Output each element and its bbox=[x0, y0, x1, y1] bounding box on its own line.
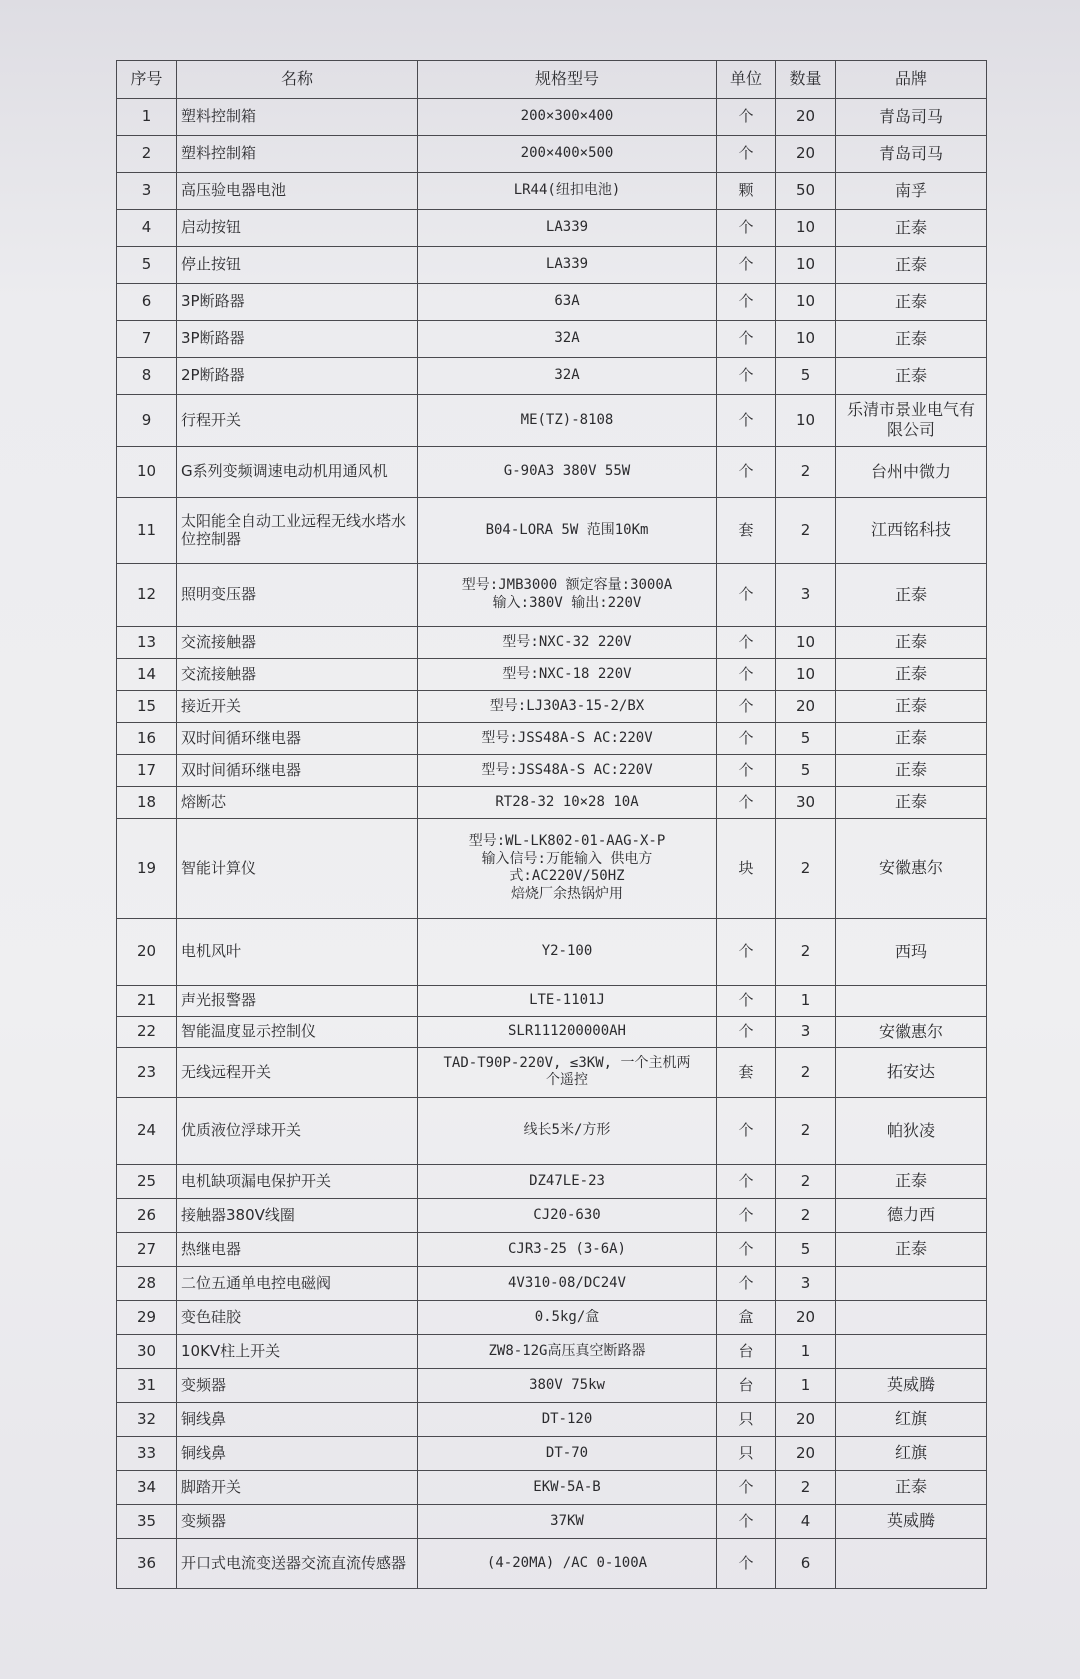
row-no: 6 bbox=[117, 283, 177, 320]
row-unit: 个 bbox=[717, 754, 776, 786]
row-no: 34 bbox=[117, 1470, 177, 1504]
table-row bbox=[117, 446, 987, 497]
row-qty: 10 bbox=[776, 283, 836, 320]
row-spec: DZ47LE-23 bbox=[418, 1164, 717, 1198]
row-no: 12 bbox=[117, 563, 177, 626]
row-qty: 2 bbox=[776, 1047, 836, 1097]
row-qty: 2 bbox=[776, 497, 836, 563]
row-spec: 线长5米/方形 bbox=[418, 1097, 717, 1164]
table-row bbox=[117, 1470, 987, 1504]
row-no: 1 bbox=[117, 98, 177, 135]
table-row bbox=[117, 135, 987, 172]
row-unit: 个 bbox=[717, 135, 776, 172]
row-spec: DT-70 bbox=[418, 1436, 717, 1470]
table-row bbox=[117, 1266, 987, 1300]
row-name: 智能计算仪 bbox=[177, 818, 418, 918]
row-no: 28 bbox=[117, 1266, 177, 1300]
row-name: 塑料控制箱 bbox=[177, 98, 418, 135]
row-name: 二位五通单电控电磁阀 bbox=[177, 1266, 418, 1300]
row-name: 智能温度显示控制仪 bbox=[177, 1016, 418, 1047]
row-name: 变色硅胶 bbox=[177, 1300, 418, 1334]
row-name: 高压验电器电池 bbox=[177, 172, 418, 209]
row-brand bbox=[836, 985, 987, 1016]
row-name: 热继电器 bbox=[177, 1232, 418, 1266]
row-brand: 正泰 bbox=[836, 754, 987, 786]
row-no: 27 bbox=[117, 1232, 177, 1266]
row-unit: 个 bbox=[717, 626, 776, 658]
table-row bbox=[117, 172, 987, 209]
row-unit: 个 bbox=[717, 918, 776, 985]
row-no: 25 bbox=[117, 1164, 177, 1198]
table-row bbox=[117, 918, 987, 985]
row-spec: DT-120 bbox=[418, 1402, 717, 1436]
row-spec: G-90A3 380V 55W bbox=[418, 446, 717, 497]
row-unit: 个 bbox=[717, 1470, 776, 1504]
row-name: 铜线鼻 bbox=[177, 1436, 418, 1470]
row-qty: 3 bbox=[776, 1266, 836, 1300]
row-name: 交流接触器 bbox=[177, 658, 418, 690]
table-row bbox=[117, 658, 987, 690]
header-name: 名称 bbox=[177, 61, 418, 99]
row-spec: (4-20MA) /AC 0-100A bbox=[418, 1538, 717, 1588]
table-row bbox=[117, 1300, 987, 1334]
row-brand: 红旗 bbox=[836, 1436, 987, 1470]
row-brand: 台州中微力 bbox=[836, 446, 987, 497]
row-spec: 63A bbox=[418, 283, 717, 320]
row-brand bbox=[836, 1266, 987, 1300]
row-qty: 10 bbox=[776, 246, 836, 283]
row-spec: ME(TZ)-8108 bbox=[418, 394, 717, 446]
row-qty: 10 bbox=[776, 658, 836, 690]
row-no: 31 bbox=[117, 1368, 177, 1402]
row-brand: 拓安达 bbox=[836, 1047, 987, 1097]
row-spec: 4V310-08/DC24V bbox=[418, 1266, 717, 1300]
row-qty: 10 bbox=[776, 626, 836, 658]
row-name: 脚踏开关 bbox=[177, 1470, 418, 1504]
row-unit: 个 bbox=[717, 98, 776, 135]
table-row bbox=[117, 818, 987, 918]
row-brand: 正泰 bbox=[836, 722, 987, 754]
row-spec: LA339 bbox=[418, 209, 717, 246]
row-name: 启动按钮 bbox=[177, 209, 418, 246]
row-no: 26 bbox=[117, 1198, 177, 1232]
row-spec: SLR111200000AH bbox=[418, 1016, 717, 1047]
row-brand: 安徽惠尔 bbox=[836, 818, 987, 918]
header-qty: 数量 bbox=[776, 61, 836, 99]
row-qty: 20 bbox=[776, 1436, 836, 1470]
table-header-row bbox=[117, 61, 987, 99]
row-brand: 正泰 bbox=[836, 1470, 987, 1504]
row-qty: 2 bbox=[776, 1470, 836, 1504]
row-qty: 2 bbox=[776, 446, 836, 497]
row-no: 5 bbox=[117, 246, 177, 283]
table-row bbox=[117, 754, 987, 786]
row-brand: 正泰 bbox=[836, 626, 987, 658]
row-unit: 个 bbox=[717, 394, 776, 446]
row-spec: 型号:JMB3000 额定容量:3000A 输入:380V 输出:220V bbox=[418, 563, 717, 626]
row-brand: 青岛司马 bbox=[836, 98, 987, 135]
table-row bbox=[117, 1164, 987, 1198]
row-spec: 200×400×500 bbox=[418, 135, 717, 172]
row-no: 13 bbox=[117, 626, 177, 658]
row-unit: 个 bbox=[717, 283, 776, 320]
row-qty: 10 bbox=[776, 394, 836, 446]
row-unit: 个 bbox=[717, 1164, 776, 1198]
table-row bbox=[117, 626, 987, 658]
row-brand: 正泰 bbox=[836, 1164, 987, 1198]
row-name: 铜线鼻 bbox=[177, 1402, 418, 1436]
row-brand: 乐清市景业电气有限公司 bbox=[836, 394, 987, 446]
row-no: 16 bbox=[117, 722, 177, 754]
row-no: 21 bbox=[117, 985, 177, 1016]
row-qty: 3 bbox=[776, 1016, 836, 1047]
row-unit: 套 bbox=[717, 497, 776, 563]
row-spec: 型号:WL-LK802-01-AAG-X-P 输入信号:万能输入 供电方 式:AC220V/50HZ 焙烧厂余热锅炉用 bbox=[418, 818, 717, 918]
row-qty: 30 bbox=[776, 786, 836, 818]
row-name: 3P断路器 bbox=[177, 283, 418, 320]
row-unit: 个 bbox=[717, 1016, 776, 1047]
row-qty: 5 bbox=[776, 357, 836, 394]
row-no: 3 bbox=[117, 172, 177, 209]
table-row bbox=[117, 690, 987, 722]
row-name: 无线远程开关 bbox=[177, 1047, 418, 1097]
row-qty: 3 bbox=[776, 563, 836, 626]
header-unit: 单位 bbox=[717, 61, 776, 99]
row-brand: 英威腾 bbox=[836, 1504, 987, 1538]
row-no: 11 bbox=[117, 497, 177, 563]
row-unit: 个 bbox=[717, 658, 776, 690]
table-row bbox=[117, 246, 987, 283]
table-row bbox=[117, 1198, 987, 1232]
row-unit: 个 bbox=[717, 446, 776, 497]
table-row bbox=[117, 394, 987, 446]
row-qty: 50 bbox=[776, 172, 836, 209]
row-unit: 个 bbox=[717, 563, 776, 626]
row-brand: 南孚 bbox=[836, 172, 987, 209]
row-name: 3P断路器 bbox=[177, 320, 418, 357]
row-spec: 32A bbox=[418, 320, 717, 357]
row-no: 17 bbox=[117, 754, 177, 786]
row-brand: 正泰 bbox=[836, 1232, 987, 1266]
row-qty: 5 bbox=[776, 1232, 836, 1266]
row-unit: 个 bbox=[717, 722, 776, 754]
table-row bbox=[117, 1334, 987, 1368]
row-no: 8 bbox=[117, 357, 177, 394]
row-spec: LR44(纽扣电池) bbox=[418, 172, 717, 209]
row-brand: 英威腾 bbox=[836, 1368, 987, 1402]
row-unit: 个 bbox=[717, 1504, 776, 1538]
row-brand: 正泰 bbox=[836, 357, 987, 394]
table-row bbox=[117, 985, 987, 1016]
row-unit: 个 bbox=[717, 690, 776, 722]
row-spec: ZW8-12G高压真空断路器 bbox=[418, 1334, 717, 1368]
table-row bbox=[117, 283, 987, 320]
row-spec: 200×300×400 bbox=[418, 98, 717, 135]
row-unit: 台 bbox=[717, 1368, 776, 1402]
row-name: 电机缺项漏电保护开关 bbox=[177, 1164, 418, 1198]
row-spec: 0.5kg/盒 bbox=[418, 1300, 717, 1334]
row-brand: 西玛 bbox=[836, 918, 987, 985]
row-qty: 10 bbox=[776, 209, 836, 246]
row-name: 太阳能全自动工业远程无线水塔水位控制器 bbox=[177, 497, 418, 563]
row-name: 电机风叶 bbox=[177, 918, 418, 985]
row-no: 29 bbox=[117, 1300, 177, 1334]
row-spec: 型号:JSS48A-S AC:220V bbox=[418, 722, 717, 754]
row-qty: 2 bbox=[776, 1097, 836, 1164]
row-no: 33 bbox=[117, 1436, 177, 1470]
row-no: 7 bbox=[117, 320, 177, 357]
row-spec: CJR3-25 (3-6A) bbox=[418, 1232, 717, 1266]
row-name: 接触器380V线圈 bbox=[177, 1198, 418, 1232]
row-unit: 个 bbox=[717, 1097, 776, 1164]
row-name: 双时间循环继电器 bbox=[177, 722, 418, 754]
row-qty: 1 bbox=[776, 1334, 836, 1368]
table-row bbox=[117, 209, 987, 246]
row-name: 开口式电流变送器交流直流传感器 bbox=[177, 1538, 418, 1588]
row-qty: 2 bbox=[776, 1164, 836, 1198]
row-no: 9 bbox=[117, 394, 177, 446]
header-brand: 品牌 bbox=[836, 61, 987, 99]
row-spec: 37KW bbox=[418, 1504, 717, 1538]
row-unit: 个 bbox=[717, 985, 776, 1016]
row-brand: 正泰 bbox=[836, 246, 987, 283]
row-unit: 块 bbox=[717, 818, 776, 918]
row-unit: 个 bbox=[717, 246, 776, 283]
row-no: 15 bbox=[117, 690, 177, 722]
table-row bbox=[117, 1016, 987, 1047]
row-no: 19 bbox=[117, 818, 177, 918]
row-brand: 正泰 bbox=[836, 563, 987, 626]
row-spec: RT28-32 10×28 10A bbox=[418, 786, 717, 818]
row-spec: TAD-T90P-220V, ≤3KW, 一个主机两 个遥控 bbox=[418, 1047, 717, 1097]
row-unit: 台 bbox=[717, 1334, 776, 1368]
row-unit: 个 bbox=[717, 1266, 776, 1300]
row-name: 照明变压器 bbox=[177, 563, 418, 626]
table-row bbox=[117, 1368, 987, 1402]
row-no: 20 bbox=[117, 918, 177, 985]
row-qty: 10 bbox=[776, 320, 836, 357]
row-name: 行程开关 bbox=[177, 394, 418, 446]
row-no: 23 bbox=[117, 1047, 177, 1097]
row-qty: 2 bbox=[776, 918, 836, 985]
row-unit: 颗 bbox=[717, 172, 776, 209]
row-spec: 32A bbox=[418, 357, 717, 394]
row-no: 18 bbox=[117, 786, 177, 818]
row-no: 24 bbox=[117, 1097, 177, 1164]
row-no: 14 bbox=[117, 658, 177, 690]
row-name: 声光报警器 bbox=[177, 985, 418, 1016]
table-row bbox=[117, 497, 987, 563]
row-qty: 4 bbox=[776, 1504, 836, 1538]
row-qty: 20 bbox=[776, 1300, 836, 1334]
row-unit: 个 bbox=[717, 1232, 776, 1266]
row-brand bbox=[836, 1300, 987, 1334]
row-spec: B04-LORA 5W 范围10Km bbox=[418, 497, 717, 563]
header-no: 序号 bbox=[117, 61, 177, 99]
table-row bbox=[117, 357, 987, 394]
row-spec: 型号:NXC-18 220V bbox=[418, 658, 717, 690]
row-qty: 5 bbox=[776, 754, 836, 786]
row-name: G系列变频调速电动机用通风机 bbox=[177, 446, 418, 497]
row-spec: CJ20-630 bbox=[418, 1198, 717, 1232]
table-row bbox=[117, 786, 987, 818]
row-spec: 型号:JSS48A-S AC:220V bbox=[418, 754, 717, 786]
row-unit: 个 bbox=[717, 357, 776, 394]
table-body bbox=[117, 98, 987, 1588]
row-brand bbox=[836, 1334, 987, 1368]
procurement-table bbox=[116, 60, 987, 1589]
row-qty: 20 bbox=[776, 1402, 836, 1436]
table-row bbox=[117, 1402, 987, 1436]
row-name: 双时间循环继电器 bbox=[177, 754, 418, 786]
row-unit: 盒 bbox=[717, 1300, 776, 1334]
row-spec: 型号:NXC-32 220V bbox=[418, 626, 717, 658]
row-name: 优质液位浮球开关 bbox=[177, 1097, 418, 1164]
header-spec: 规格型号 bbox=[418, 61, 717, 99]
row-qty: 2 bbox=[776, 818, 836, 918]
table-row bbox=[117, 320, 987, 357]
row-no: 4 bbox=[117, 209, 177, 246]
row-qty: 5 bbox=[776, 722, 836, 754]
row-brand: 江西铭科技 bbox=[836, 497, 987, 563]
row-name: 熔断芯 bbox=[177, 786, 418, 818]
row-name: 变频器 bbox=[177, 1504, 418, 1538]
row-unit: 个 bbox=[717, 1538, 776, 1588]
row-name: 接近开关 bbox=[177, 690, 418, 722]
row-unit: 个 bbox=[717, 209, 776, 246]
row-brand: 青岛司马 bbox=[836, 135, 987, 172]
table-row bbox=[117, 1097, 987, 1164]
row-name: 变频器 bbox=[177, 1368, 418, 1402]
table-row bbox=[117, 1436, 987, 1470]
row-no: 36 bbox=[117, 1538, 177, 1588]
row-brand: 德力西 bbox=[836, 1198, 987, 1232]
row-spec: LA339 bbox=[418, 246, 717, 283]
row-name: 2P断路器 bbox=[177, 357, 418, 394]
row-brand: 正泰 bbox=[836, 320, 987, 357]
row-spec: Y2-100 bbox=[418, 918, 717, 985]
table-row bbox=[117, 1538, 987, 1588]
row-brand: 正泰 bbox=[836, 658, 987, 690]
row-brand: 红旗 bbox=[836, 1402, 987, 1436]
row-brand: 正泰 bbox=[836, 283, 987, 320]
table-row bbox=[117, 563, 987, 626]
row-unit: 个 bbox=[717, 786, 776, 818]
row-qty: 2 bbox=[776, 1198, 836, 1232]
row-unit: 套 bbox=[717, 1047, 776, 1097]
row-no: 30 bbox=[117, 1334, 177, 1368]
row-unit: 只 bbox=[717, 1402, 776, 1436]
row-name: 塑料控制箱 bbox=[177, 135, 418, 172]
table-row bbox=[117, 1047, 987, 1097]
row-spec: LTE-1101J bbox=[418, 985, 717, 1016]
row-brand: 安徽惠尔 bbox=[836, 1016, 987, 1047]
row-unit: 个 bbox=[717, 1198, 776, 1232]
row-no: 10 bbox=[117, 446, 177, 497]
table-row bbox=[117, 98, 987, 135]
table-row bbox=[117, 1504, 987, 1538]
row-name: 10KV柱上开关 bbox=[177, 1334, 418, 1368]
row-no: 32 bbox=[117, 1402, 177, 1436]
row-qty: 20 bbox=[776, 98, 836, 135]
row-spec: EKW-5A-B bbox=[418, 1470, 717, 1504]
row-unit: 个 bbox=[717, 320, 776, 357]
row-qty: 20 bbox=[776, 690, 836, 722]
row-brand: 帕狄凌 bbox=[836, 1097, 987, 1164]
row-no: 22 bbox=[117, 1016, 177, 1047]
row-no: 35 bbox=[117, 1504, 177, 1538]
row-spec: 380V 75kw bbox=[418, 1368, 717, 1402]
table-row bbox=[117, 722, 987, 754]
table-row bbox=[117, 1232, 987, 1266]
row-brand bbox=[836, 1538, 987, 1588]
row-qty: 6 bbox=[776, 1538, 836, 1588]
row-brand: 正泰 bbox=[836, 209, 987, 246]
row-qty: 1 bbox=[776, 985, 836, 1016]
row-brand: 正泰 bbox=[836, 690, 987, 722]
row-unit: 只 bbox=[717, 1436, 776, 1470]
row-qty: 1 bbox=[776, 1368, 836, 1402]
row-qty: 20 bbox=[776, 135, 836, 172]
row-name: 交流接触器 bbox=[177, 626, 418, 658]
row-spec: 型号:LJ30A3-15-2/BX bbox=[418, 690, 717, 722]
row-no: 2 bbox=[117, 135, 177, 172]
row-brand: 正泰 bbox=[836, 786, 987, 818]
row-name: 停止按钮 bbox=[177, 246, 418, 283]
